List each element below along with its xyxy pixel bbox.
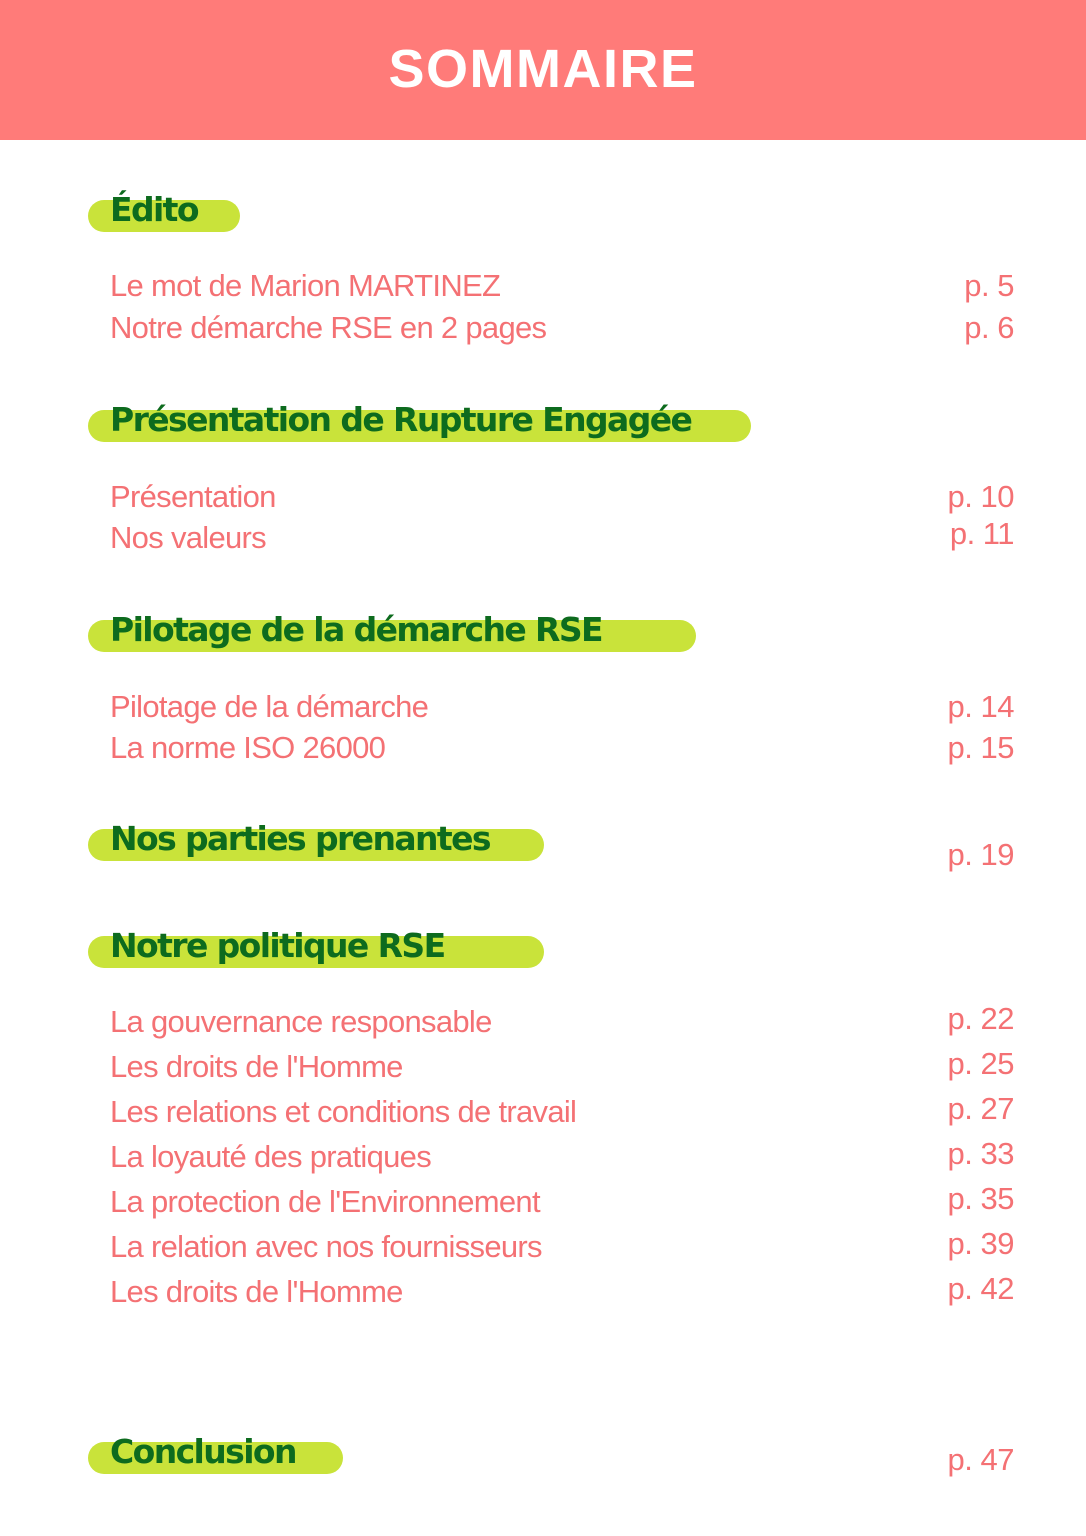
entry-label: La gouvernance responsable — [110, 1004, 492, 1039]
entry-label: La norme ISO 26000 — [110, 730, 386, 765]
entry-label: La relation avec nos fournisseurs — [110, 1229, 542, 1264]
entry-page-number: p. 33 — [947, 1136, 1014, 1171]
toc-entry[interactable] — [0, 266, 1086, 306]
entry-page-number: p. 5 — [964, 268, 1014, 303]
section-page-number: p. 19 — [947, 837, 1014, 872]
toc-entry[interactable] — [0, 1047, 1086, 1087]
entry-label: Notre démarche RSE en 2 pages — [110, 310, 547, 345]
section-heading[interactable]: Conclusion — [110, 1432, 296, 1471]
entry-label: Les droits de l'Homme — [110, 1049, 403, 1084]
entry-page-number: p. 6 — [964, 310, 1014, 345]
section-heading[interactable]: Notre politique RSE — [110, 926, 445, 965]
entry-page-number: p. 10 — [947, 479, 1014, 514]
section-heading[interactable]: Pilotage de la démarche RSE — [110, 610, 602, 649]
entry-label: Les droits de l'Homme — [110, 1274, 403, 1309]
entry-page-number: p. 27 — [947, 1091, 1014, 1126]
entry-page-number: p. 14 — [947, 689, 1014, 724]
entry-page-number: p. 22 — [947, 1001, 1014, 1036]
toc-entry[interactable] — [0, 1092, 1086, 1132]
section-heading[interactable]: Nos parties prenantes — [110, 819, 490, 858]
entry-page-number: p. 25 — [947, 1046, 1014, 1081]
toc-entry[interactable] — [0, 1272, 1086, 1312]
entry-page-number: p. 15 — [947, 730, 1014, 765]
entry-page-number: p. 11 — [949, 516, 1014, 551]
toc-entry[interactable] — [0, 687, 1086, 727]
toc-entry[interactable] — [0, 1137, 1086, 1177]
entry-label: Pilotage de la démarche — [110, 689, 429, 724]
entry-label: Le mot de Marion MARTINEZ — [110, 268, 501, 303]
entry-page-number: p. 35 — [947, 1181, 1014, 1216]
toc-entry[interactable] — [0, 1182, 1086, 1222]
entry-label: La loyauté des pratiques — [110, 1139, 431, 1174]
toc-entry[interactable] — [0, 1227, 1086, 1267]
section-heading[interactable]: Édito — [110, 190, 198, 229]
entry-page-number: p. 42 — [947, 1271, 1014, 1306]
section-page-number: p. 47 — [947, 1442, 1014, 1477]
toc-entry[interactable] — [0, 728, 1086, 768]
section-heading[interactable]: Présentation de Rupture Engagée — [110, 400, 692, 439]
toc-entry[interactable] — [0, 1002, 1086, 1042]
entry-label: Les relations et conditions de travail — [110, 1094, 577, 1129]
entry-label: La protection de l'Environnement — [110, 1184, 540, 1219]
toc-entry[interactable] — [0, 518, 1086, 558]
page-title: SOMMAIRE — [388, 39, 698, 99]
entry-label: Nos valeurs — [110, 520, 266, 555]
entry-page-number: p. 39 — [947, 1226, 1014, 1261]
toc-entry[interactable] — [0, 308, 1086, 348]
header-banner — [0, 0, 1086, 140]
entry-label: Présentation — [110, 479, 276, 514]
toc-entry[interactable] — [0, 477, 1086, 517]
